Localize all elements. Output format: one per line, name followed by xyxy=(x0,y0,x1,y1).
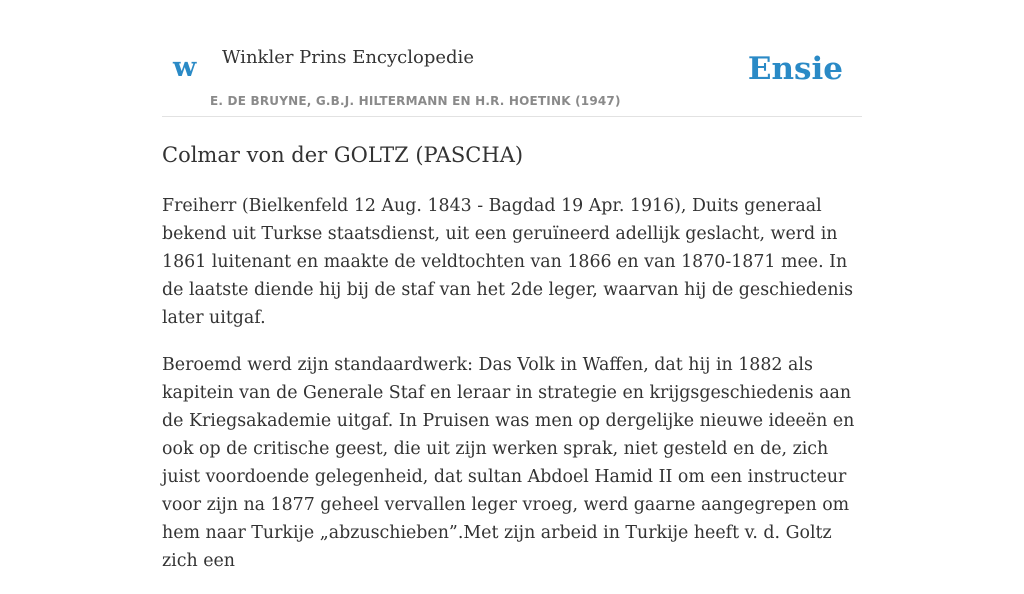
source-title[interactable]: Winkler Prins Encyclopedie xyxy=(222,47,474,68)
source-authors: E. DE BRUYNE, G.B.J. HILTERMANN EN H.R. HOETINK (1947) xyxy=(210,94,621,108)
article-paragraph: Beroemd werd zijn standaardwerk: Das Volk in Waffen, dat hij in 1882 als kapitein van de Generale Staf en leraar in strategie en krijgsgeschiedenis aan de Kriegsakademie uitgaf. In Pruisen was men op dergelijke nieuwe ideeën en ook op de critische geest, die uit zijn werken sprak, niet gesteld en de, zich juist voordoende gelegenheid, dat sultan Abdoel Hamid II om een instructeur voor zijn na 1877 geheel vervallen leger vroeg, werd gaarne aangegrepen om hem naar Turkije „abzuschieben”.Met zijn arbeid in Turkije heeft v. d. Goltz zich een xyxy=(162,355,855,571)
ensie-brand-link[interactable]: Ensie xyxy=(747,51,843,87)
article-paragraph: Freiherr (Bielkenfeld 12 Aug. 1843 - Bagdad 19 Apr. 1916), Duits generaal bekend uit Turkse staatsdienst, uit een geruïneerd adellijk geslacht, werd in 1861 luitenant en maakte de veldtochten van 1866 en van 1870-1871 mee. In de laatste diende hij bij de staf van het 2de leger, waarvan hij de geschiedenis later uitgaf. xyxy=(162,196,854,328)
article-title: Colmar von der GOLTZ (PASCHA) xyxy=(162,143,524,167)
page-header xyxy=(162,0,862,117)
winkler-prins-logo[interactable]: w xyxy=(173,52,197,83)
article-body xyxy=(162,192,866,594)
